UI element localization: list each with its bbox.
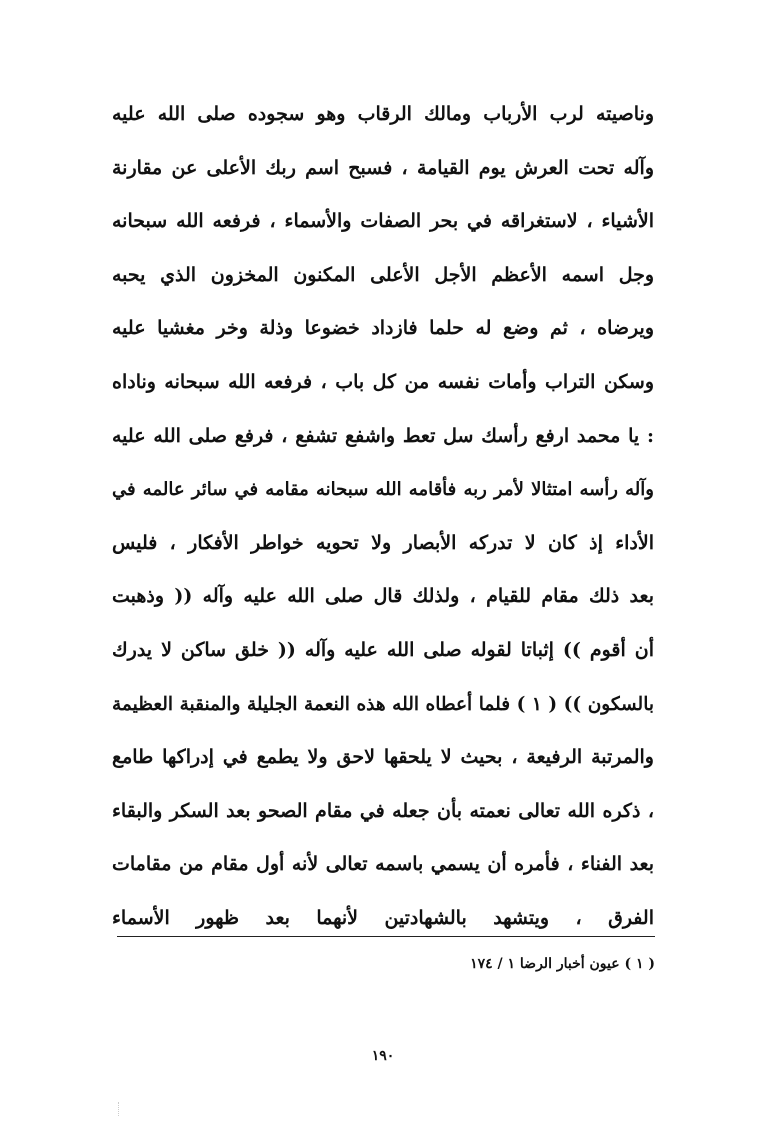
text-line: بعد ذلك مقام للقيام ، ولذلك قال صلى الله عليه وآله (( وذهبت — [112, 585, 654, 608]
margin-mark — [118, 1102, 119, 1116]
page-number: ١٩٠ — [371, 1048, 395, 1064]
text-line: بعد الفناء ، فأمره أن يسمي باسمه تعالى لأنه أول مقام من مقامات — [112, 853, 654, 876]
footnote-divider — [117, 936, 655, 937]
text-line: أن أقوم )) إثباتا لقوله صلى الله عليه وآله (( خلق ساكن لا يدرك — [112, 638, 654, 661]
main-text — [112, 88, 654, 946]
text-line: ، ذكره الله تعالى نعمته بأن جعله في مقام الصحو بعد السكر والبقاء — [112, 799, 654, 822]
text-line: وآله رأسه امتثالا لأمر ربه فأقامه الله سبحانه مقامه في سائر عالمه في — [112, 479, 654, 501]
text-line: الفرق ، ويتشهد بالشهادتين لأنهما بعد ظهور الأسماء — [112, 906, 654, 929]
text-line: وآله تحت العرش يوم القيامة ، فسبح اسم ربك الأعلى عن مقارنة — [112, 156, 654, 179]
text-line: الأداء إذ كان لا تدركه الأبصار ولا تحويه خواطر الأفكار ، فليس — [112, 531, 654, 554]
text-line: والمرتبة الرفيعة ، بحيث لا يلحقها لاحق ولا يطمع في إدراكها طامع — [112, 746, 654, 769]
text-line: الأشياء ، لاستغراقه في بحر الصفات والأسماء ، فرفعه الله سبحانه — [112, 210, 654, 233]
text-line: : يا محمد ارفع رأسك سل تعط واشفع تشفع ، فرفع صلى الله عليه — [112, 424, 654, 447]
text-line: بالسكون )) ( ١ ) فلما أعطاه الله هذه النعمة الجليلة والمنقبة العظيمة — [112, 693, 654, 715]
text-line: وسكن التراب وأمات نفسه من كل باب ، فرفعه الله سبحانه وناداه — [112, 370, 654, 393]
text-line: وناصيته لرب الأرباب ومالك الرقاب وهو سجوده صلى الله عليه — [112, 103, 654, 125]
text-line: ويرضاه ، ثم وضع له حلما فازداد خضوعا وذلة وخر مغشيا عليه — [112, 317, 654, 340]
footnote: ( ١ ) عيون أخبار الرضا ١ / ١٧٤ — [470, 956, 655, 972]
text-line: وجل اسمه الأعظم الأجل الأعلى المكنون المخزون الذي يحبه — [112, 263, 654, 286]
